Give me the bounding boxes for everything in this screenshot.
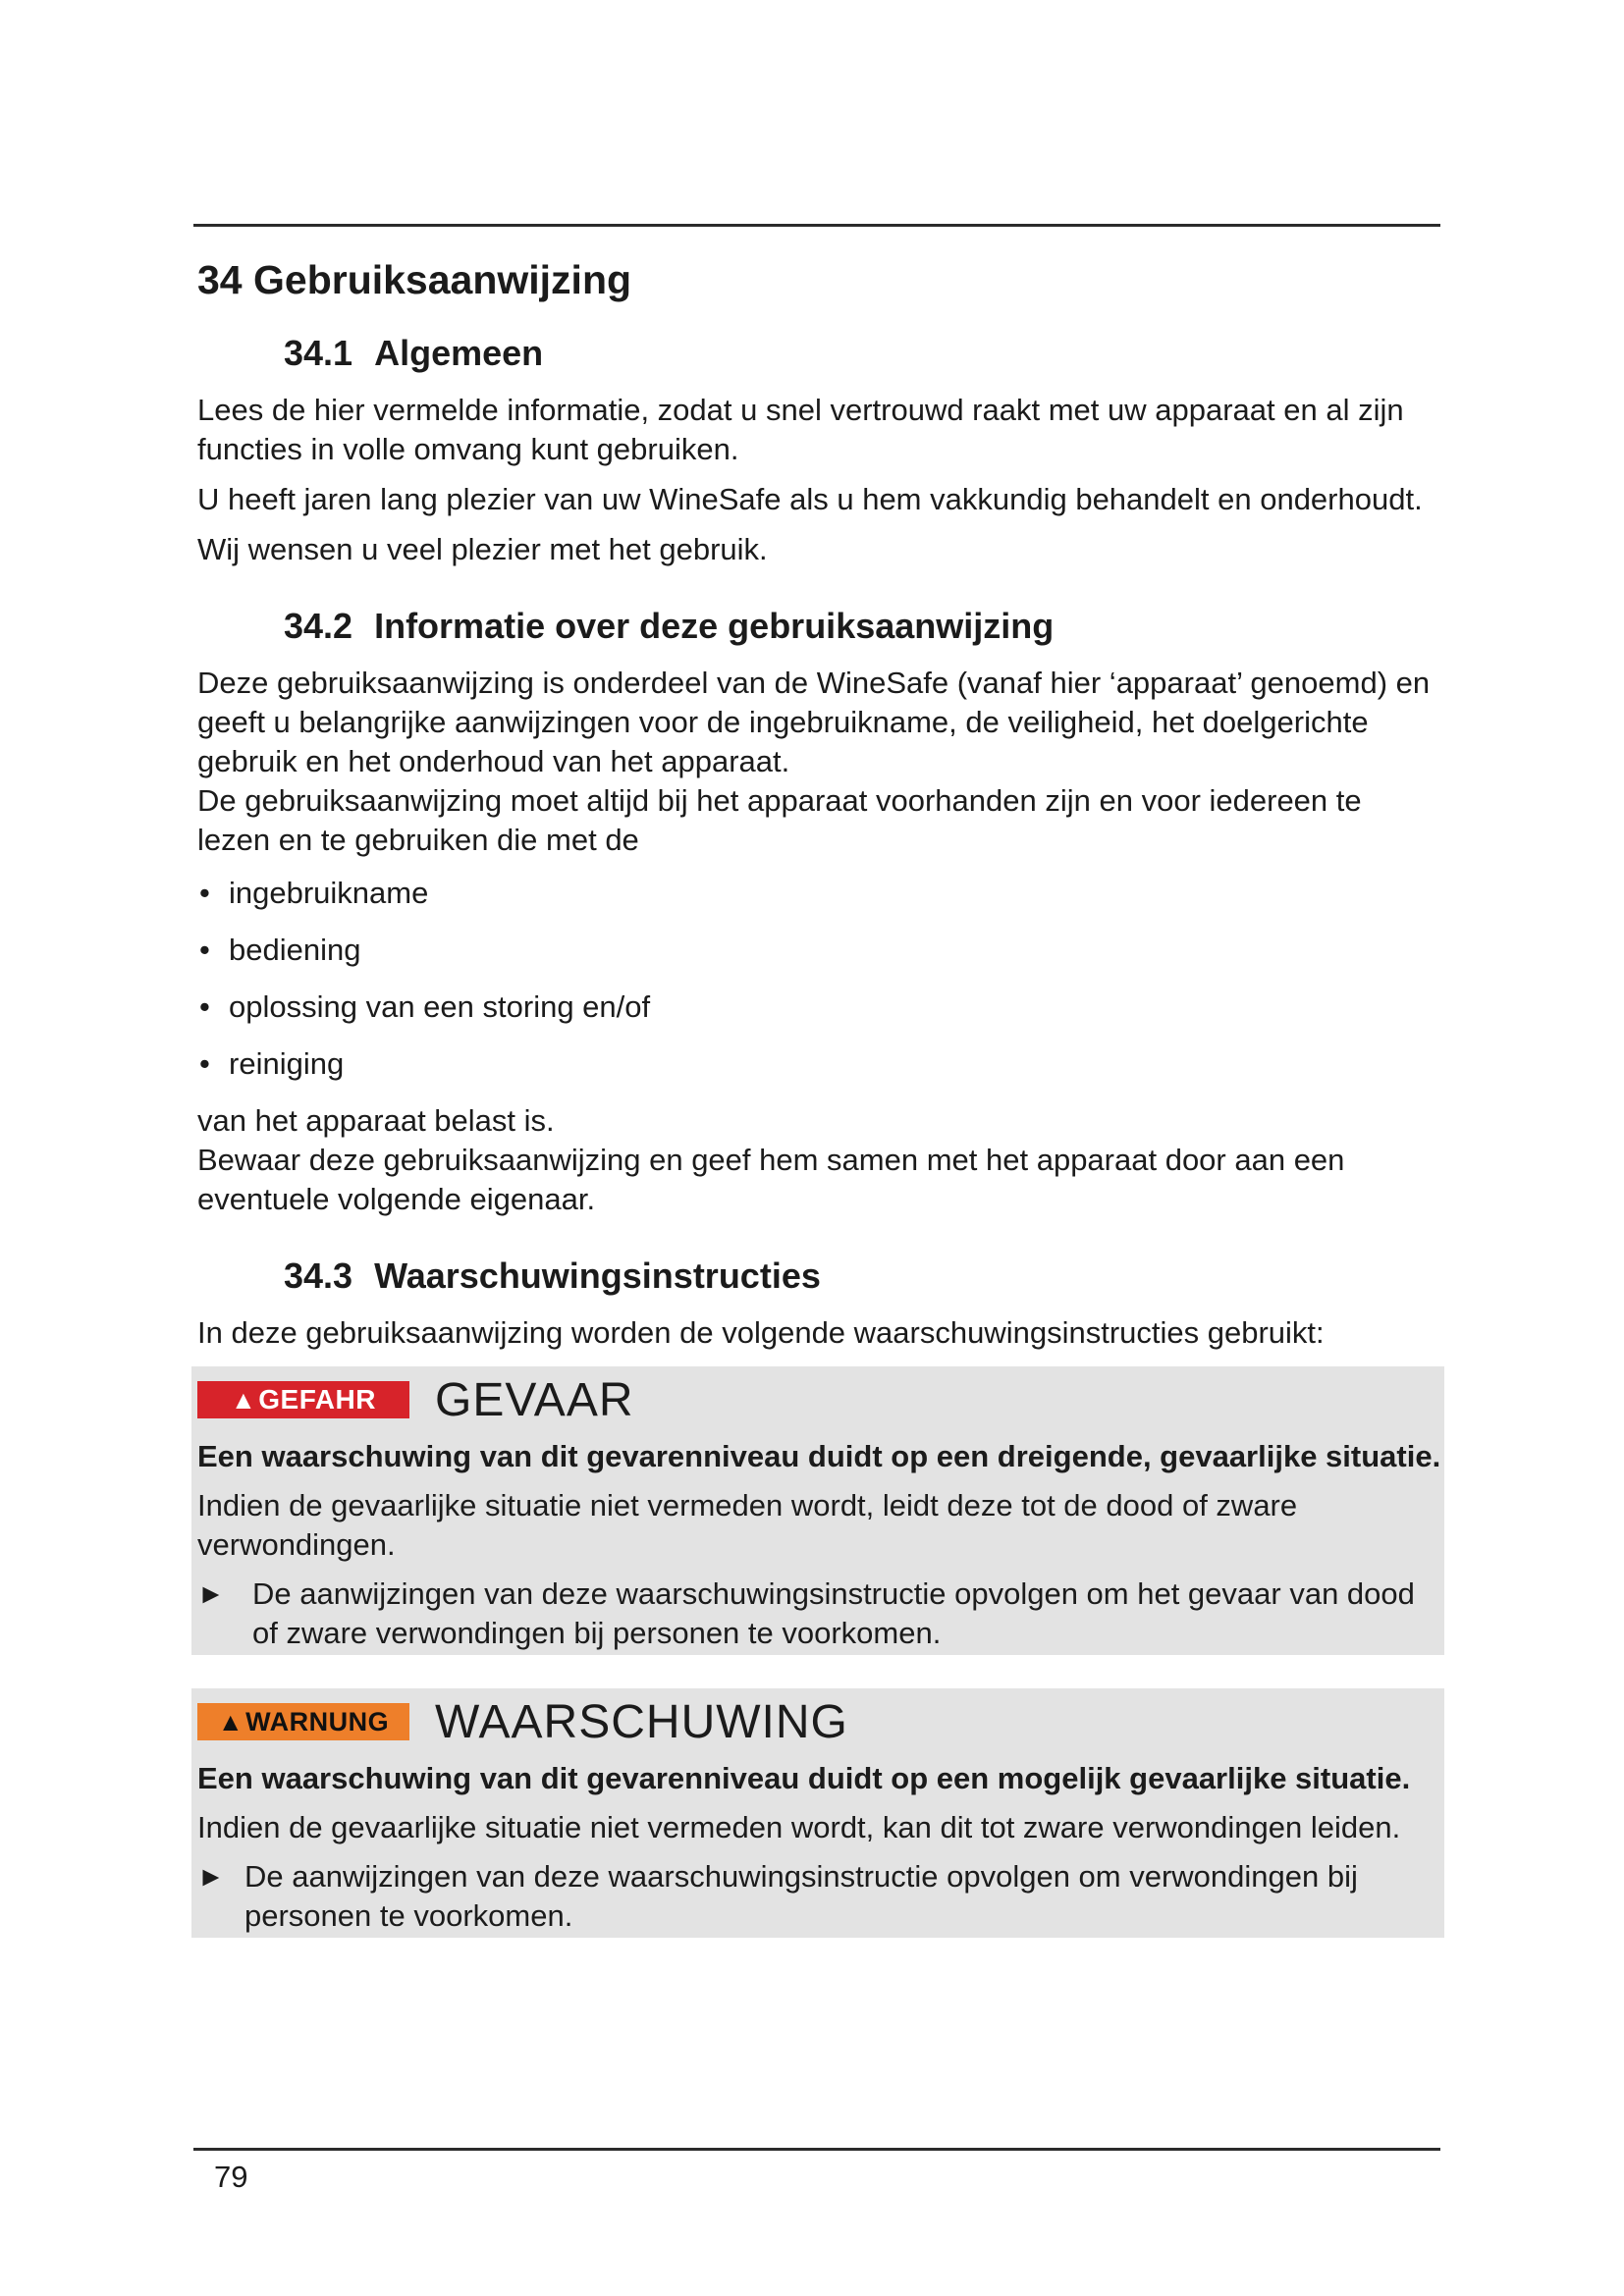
bullet-icon: • bbox=[199, 933, 210, 967]
paragraph: Wij wensen u veel plezier met het gebruik. bbox=[197, 532, 768, 566]
warning-header bbox=[197, 1688, 1444, 1755]
warning-bold-text: Een waarschuwing van dit gevarenniveau duidt op een mogelijk gevaarlijke situatie. bbox=[197, 1761, 1411, 1795]
list-item bbox=[197, 931, 1440, 970]
warning-action bbox=[197, 1575, 1444, 1653]
action-text: De aanwijzingen van deze waarschuwingsinstructie opvolgen om verwondingen bij personen te voorkomen. bbox=[244, 1859, 1358, 1933]
section-heading-waarschuwingsinstructies bbox=[284, 1253, 1440, 1300]
danger-badge bbox=[197, 1381, 409, 1418]
warning-header bbox=[197, 1366, 1444, 1433]
warning-box bbox=[191, 1688, 1444, 1938]
arrow-right-icon: ► bbox=[197, 1861, 225, 1892]
list-item-text: bediening bbox=[229, 933, 361, 967]
bullet-icon: • bbox=[199, 876, 210, 910]
list-item-text: oplossing van een storing en/of bbox=[229, 989, 651, 1024]
bullet-list bbox=[197, 874, 1440, 1084]
list-item bbox=[197, 874, 1440, 913]
section-number: 34.2 bbox=[284, 606, 353, 646]
signal-word: GEVAAR bbox=[435, 1373, 634, 1426]
warning-action bbox=[197, 1857, 1444, 1936]
badge-label: WARNUNG bbox=[245, 1706, 390, 1736]
footer-rule bbox=[193, 2148, 1440, 2151]
paragraph: U heeft jaren lang plezier van uw WineSafe als u hem vakkundig behandelt en onderhoudt. bbox=[197, 482, 1423, 516]
warning-bold-text: Een waarschuwing van dit gevarenniveau duidt op een dreigende, gevaarlijke situatie. bbox=[197, 1439, 1441, 1473]
paragraph: van het apparaat belast is. bbox=[197, 1103, 555, 1138]
warning-text: Indien de gevaarlijke situatie niet vermeden wordt, leidt deze tot de dood of zware verwondingen. bbox=[197, 1488, 1298, 1562]
page-content bbox=[197, 253, 1440, 1938]
paragraph: Bewaar deze gebruiksaanwijzing en geef hem samen met het apparaat door aan een eventuele volgende eigenaar. bbox=[197, 1143, 1345, 1216]
paragraph: De gebruiksaanwijzing moet altijd bij het apparaat voorhanden zijn en voor iedereen te lezen en te gebruiken die met de bbox=[197, 783, 1362, 857]
paragraph: Deze gebruiksaanwijzing is onderdeel van de WineSafe (vanaf hier ‘apparaat’ genoemd) en geeft u belangrijke aanwijzingen voor de ingebruikname, de veiligheid, het doelgerichte gebruik en het onderhoud van het apparaat. bbox=[197, 666, 1431, 778]
warning-triangle-icon: ▲ bbox=[231, 1384, 257, 1415]
section-title: Informatie over deze gebruiksaanwijzing bbox=[374, 606, 1055, 646]
section-heading-informatie bbox=[284, 603, 1440, 650]
warning-badge bbox=[197, 1703, 409, 1740]
badge-label: GEFAHR bbox=[258, 1384, 376, 1415]
paragraph: Lees de hier vermelde informatie, zodat u snel vertrouwd raakt met uw apparaat en al zijn functies in volle omvang kunt gebruiken. bbox=[197, 393, 1404, 466]
header-rule bbox=[193, 224, 1440, 227]
chapter-title: 34 Gebruiksaanwijzing bbox=[197, 257, 632, 302]
action-text: De aanwijzingen van deze waarschuwingsinstructie opvolgen om het gevaar van dood of zware verwondingen bij personen te voorkomen. bbox=[252, 1576, 1415, 1650]
section-number: 34.1 bbox=[284, 333, 353, 373]
bullet-icon: • bbox=[199, 989, 210, 1024]
page-number: 79 bbox=[214, 2160, 248, 2194]
section-title: Algemeen bbox=[374, 333, 544, 373]
arrow-right-icon: ► bbox=[197, 1578, 225, 1609]
list-item-text: ingebruikname bbox=[229, 876, 429, 910]
section-number: 34.3 bbox=[284, 1255, 353, 1296]
signal-word: WAARSCHUWING bbox=[435, 1695, 848, 1748]
warning-triangle-icon: ▲ bbox=[217, 1706, 244, 1736]
paragraph: In deze gebruiksaanwijzing worden de volgende waarschuwingsinstructies gebruikt: bbox=[197, 1315, 1325, 1350]
warning-text: Indien de gevaarlijke situatie niet vermeden wordt, kan dit tot zware verwondingen leiden. bbox=[197, 1810, 1401, 1844]
section-title: Waarschuwingsinstructies bbox=[374, 1255, 821, 1296]
danger-warning-box bbox=[191, 1366, 1444, 1655]
list-item bbox=[197, 988, 1440, 1027]
section-heading-algemeen bbox=[284, 330, 1440, 377]
list-item bbox=[197, 1044, 1440, 1084]
list-item-text: reiniging bbox=[229, 1046, 345, 1081]
bullet-icon: • bbox=[199, 1046, 210, 1081]
